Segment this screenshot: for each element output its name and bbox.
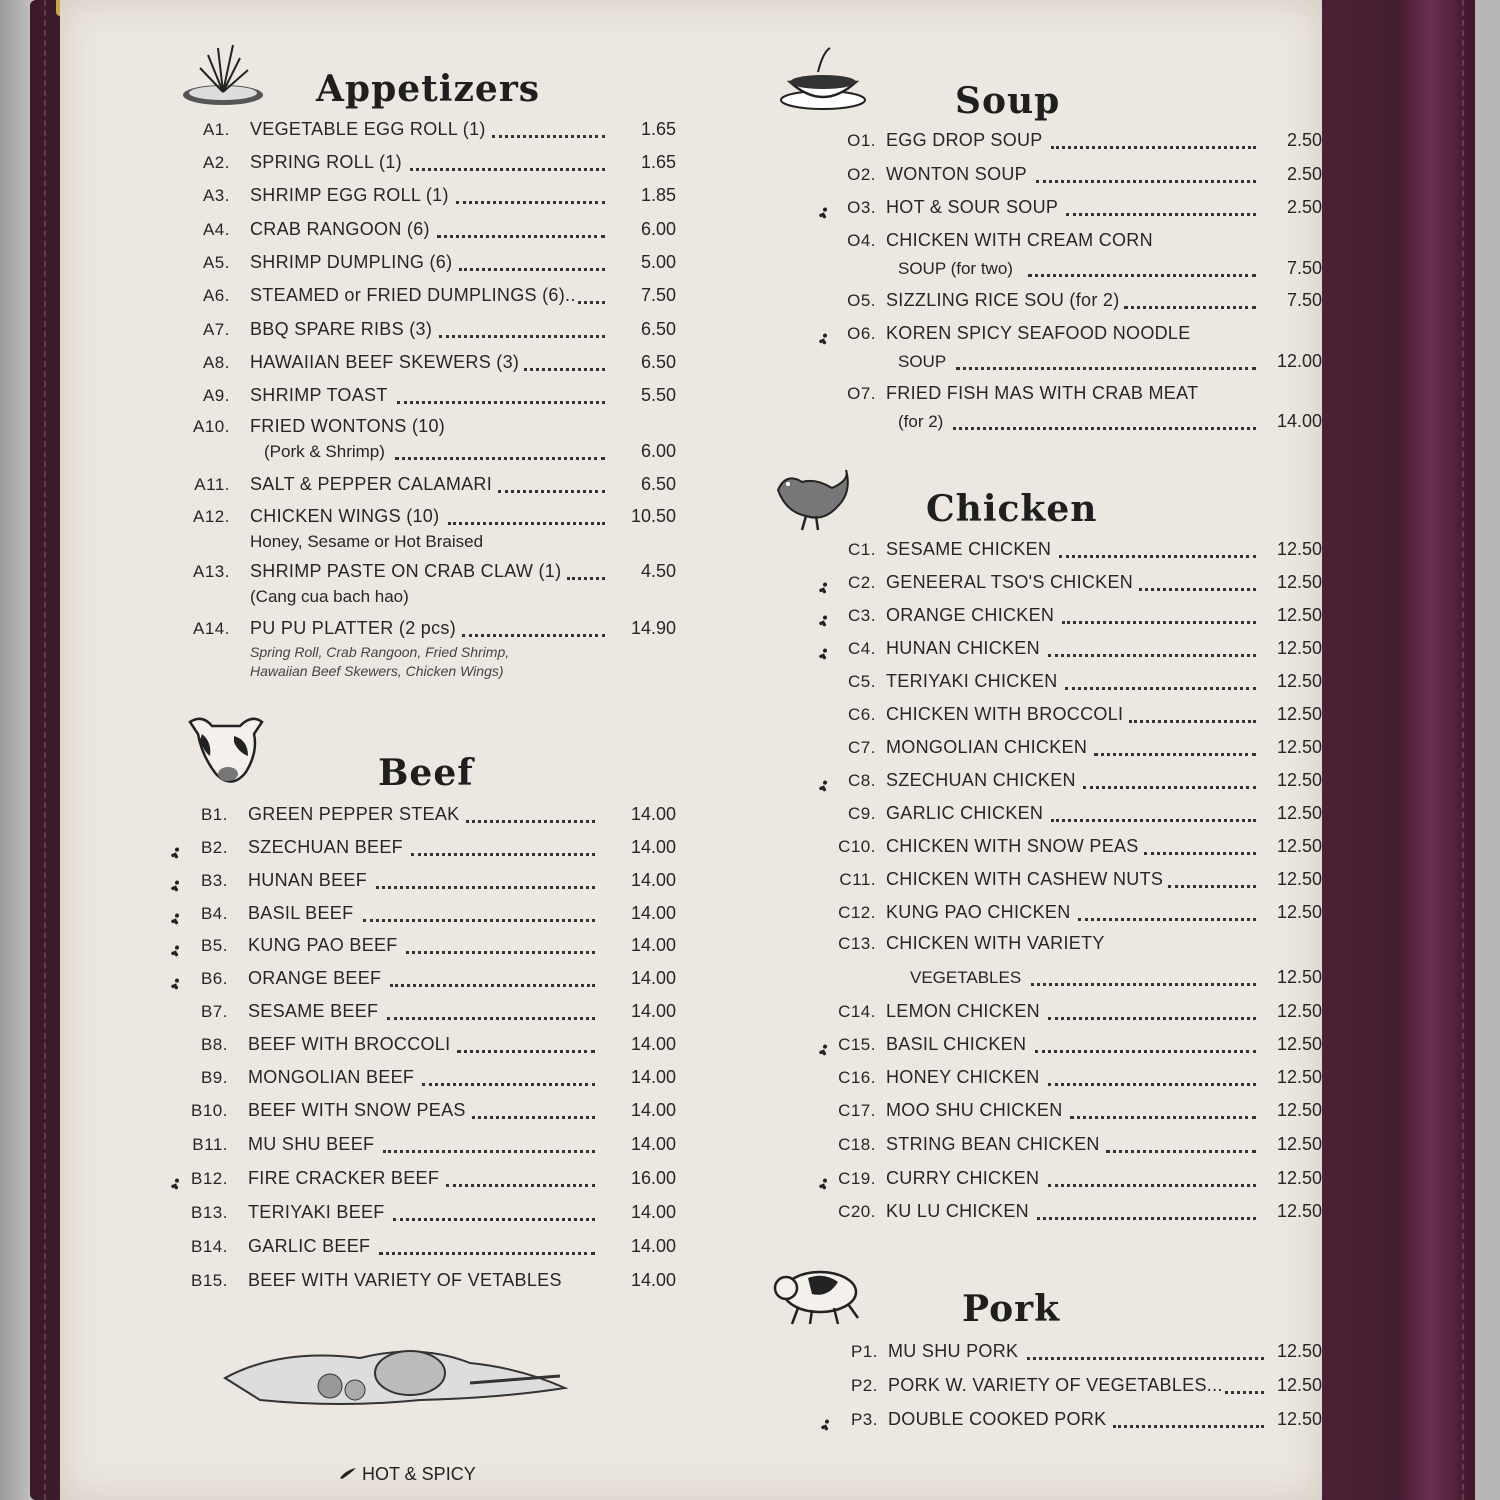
dot-leader (1048, 1081, 1256, 1086)
hot-spicy-icon: ❣ (815, 578, 833, 598)
item-code: O4. (847, 231, 876, 250)
item-note: Hawaiian Beef Skewers, Chicken Wings) (250, 663, 504, 679)
hot-spicy-icon: ❣ (815, 1174, 833, 1194)
item-price: 6.50 (640, 474, 676, 494)
item-code: B8. (200, 1035, 228, 1054)
item-subtitle: SOUP (898, 352, 947, 371)
item-code: O7. (847, 384, 876, 403)
item-price: 14.00 (630, 1100, 676, 1120)
menu-page (60, 0, 1322, 1500)
dot-leader (1070, 1114, 1256, 1119)
item-price: 12.50 (1276, 704, 1322, 724)
dot-leader (379, 1250, 595, 1255)
item-name: PU PU PLATTER (2 pcs) (250, 618, 457, 638)
item-code: C4. (848, 639, 876, 658)
dot-leader (437, 233, 605, 238)
item-price: 6.00 (640, 219, 676, 239)
item-price: 14.00 (630, 903, 676, 923)
item-name: HUNAN BEEF (248, 870, 368, 890)
item-name: BEEF WITH VARIETY OF VETABLES (248, 1270, 562, 1290)
item-code: P3. (850, 1410, 878, 1429)
dot-leader (472, 1114, 595, 1119)
chicken-icon (772, 466, 852, 532)
dot-leader (462, 632, 605, 637)
dot-leader (406, 949, 595, 954)
item-code: A14. (193, 619, 230, 638)
dot-leader (459, 266, 605, 271)
dot-leader (1059, 553, 1256, 558)
hot-spicy-icon: ❣ (167, 941, 185, 961)
item-code: B11. (192, 1135, 228, 1154)
item-code: A7. (202, 320, 230, 339)
item-price: 7.50 (640, 285, 676, 305)
item-price: 12.50 (1276, 836, 1322, 856)
item-name: SESAME CHICKEN (886, 539, 1052, 559)
item-code: O1. (847, 131, 876, 150)
item-subtitle: VEGETABLES (910, 968, 1022, 987)
cover-stitching-left (44, 0, 47, 1500)
item-code: A13. (193, 562, 230, 581)
item-code: B13. (191, 1203, 228, 1222)
item-name: MU SHU BEEF (248, 1134, 375, 1154)
hot-spicy-icon: ❣ (815, 203, 833, 223)
item-name: CHICKEN WITH VARIETY (886, 933, 1105, 953)
item-name: SPRING ROLL (1) (250, 152, 402, 172)
section-title-appetizers: Appetizers (316, 68, 541, 110)
item-price: 14.90 (630, 618, 676, 638)
item-code: O2. (847, 165, 876, 184)
item-price: 14.00 (630, 837, 676, 857)
item-name: HONEY CHICKEN (886, 1067, 1040, 1087)
item-name: EGG DROP SOUP (886, 130, 1043, 150)
item-subtitle: Honey, Sesame or Hot Braised (250, 532, 484, 551)
item-name: SHRIMP EGG ROLL (1) (250, 185, 449, 205)
item-subtitle: SOUP (for two) (898, 259, 1013, 278)
item-code: B5. (200, 936, 228, 955)
item-subtitle: (for 2) (898, 412, 944, 431)
dot-leader (1066, 211, 1256, 216)
item-code: C7. (848, 738, 876, 757)
plant-icon (178, 40, 268, 110)
item-name: CHICKEN WITH BROCCOLI (886, 704, 1124, 724)
item-name: KU LU CHICKEN (886, 1201, 1029, 1221)
item-price: 14.00 (1276, 411, 1322, 431)
item-price: 10.50 (630, 506, 676, 526)
item-code: C10. (838, 837, 876, 856)
item-price: 12.50 (1276, 1375, 1322, 1395)
item-code: B1. (200, 805, 228, 824)
item-name: CHICKEN WITH CASHEW NUTS (886, 869, 1164, 889)
item-name: BEEF WITH BROCCOLI (248, 1034, 451, 1054)
hot-spicy-icon: ❣ (815, 644, 833, 664)
item-price: 12.50 (1276, 572, 1322, 592)
dot-leader (448, 520, 605, 525)
item-name: KUNG PAO CHICKEN (886, 902, 1071, 922)
item-code: C15. (838, 1035, 876, 1054)
item-price: 14.00 (630, 1001, 676, 1021)
hot-spicy-icon: ❣ (815, 1040, 833, 1060)
item-price: 12.50 (1276, 1341, 1322, 1361)
item-name: SHRIMP TOAST (250, 385, 388, 405)
item-price: 4.50 (640, 561, 676, 581)
item-code: B2. (200, 838, 228, 857)
item-code: A10. (193, 417, 230, 436)
item-code: C19. (838, 1169, 876, 1188)
item-code: A4. (202, 220, 230, 239)
hot-spicy-legend: HOT & SPICY (362, 1464, 476, 1484)
item-name: CHICKEN WITH CREAM CORN (886, 230, 1153, 250)
item-code: O6. (847, 324, 876, 343)
item-price: 12.50 (1276, 1067, 1322, 1087)
section-title-pork: Pork (962, 1288, 1061, 1330)
dot-leader (390, 982, 595, 987)
item-name: TERIYAKI BEEF (248, 1202, 385, 1222)
item-name: BEEF WITH SNOW PEAS (248, 1100, 466, 1120)
dot-leader (1037, 1215, 1256, 1220)
item-price: 1.85 (640, 185, 676, 205)
hot-spicy-icon: ❣ (167, 1174, 185, 1194)
item-name: HUNAN CHICKEN (886, 638, 1040, 658)
dot-leader (1048, 1182, 1256, 1187)
item-name: SESAME BEEF (248, 1001, 379, 1021)
item-price: 14.00 (630, 1236, 676, 1256)
item-code: A2. (202, 153, 230, 172)
item-name: LEMON CHICKEN (886, 1001, 1040, 1021)
item-price: 6.50 (640, 319, 676, 339)
item-price: 16.00 (630, 1168, 676, 1188)
item-price: 2.50 (1286, 197, 1322, 217)
item-code: B12. (191, 1169, 228, 1188)
item-code: A11. (194, 475, 230, 494)
pig-icon (768, 1258, 868, 1328)
item-price: 6.50 (640, 352, 676, 372)
item-price: 7.50 (1286, 290, 1322, 310)
item-name: HAWAIIAN BEEF SKEWERS (3) (250, 352, 520, 372)
item-price: 12.50 (1276, 1409, 1322, 1429)
item-price: 14.00 (630, 870, 676, 890)
item-code: C12. (838, 903, 876, 922)
dot-leader (1031, 981, 1256, 986)
item-code: C13. (838, 934, 876, 953)
hot-spicy-icon: ❣ (815, 776, 833, 796)
item-code: C3. (848, 606, 876, 625)
item-name: STEAMED or FRIED DUMPLINGS (6).. (250, 285, 576, 305)
item-code: A1. (202, 120, 230, 139)
dot-leader (376, 884, 595, 889)
item-price: 14.00 (630, 1034, 676, 1054)
item-code: B10. (191, 1101, 228, 1120)
item-price: 12.50 (1276, 737, 1322, 757)
item-code: B6. (200, 969, 228, 988)
item-subtitle: (Pork & Shrimp) (264, 442, 385, 461)
item-name: SALT & PEPPER CALAMARI (250, 474, 493, 494)
dot-leader (1035, 1048, 1256, 1053)
item-price: 12.50 (1276, 638, 1322, 658)
item-code: C8. (848, 771, 876, 790)
item-code: A9. (202, 386, 230, 405)
section-title-chicken: Chicken (926, 488, 1098, 530)
item-price: 1.65 (640, 152, 676, 172)
dot-leader (456, 199, 605, 204)
cover-stitching-right (1462, 0, 1465, 1500)
item-code: C11. (839, 870, 876, 889)
dot-leader (1028, 272, 1256, 277)
item-price: 2.50 (1286, 164, 1322, 184)
item-name: SHRIMP DUMPLING (6) (250, 252, 453, 272)
dot-leader (1078, 916, 1256, 921)
item-note: Spring Roll, Crab Rangoon, Fried Shrimp, (250, 644, 510, 660)
item-price: 12.50 (1276, 1134, 1322, 1154)
item-name: ORANGE BEEF (248, 968, 382, 988)
item-code: C6. (848, 705, 876, 724)
item-name: FIRE CRACKER BEEF (248, 1168, 440, 1188)
vegetables-icon (220, 1338, 570, 1413)
dot-leader (1048, 1015, 1256, 1020)
item-price: 6.00 (640, 441, 676, 461)
item-name: STRING BEAN CHICKEN (886, 1134, 1100, 1154)
item-price: 14.00 (630, 1134, 676, 1154)
dot-leader (1051, 144, 1256, 149)
item-code: B9. (200, 1068, 228, 1087)
item-code: B4. (200, 904, 228, 923)
item-code: C9. (848, 804, 876, 823)
hot-spicy-icon: ❣ (167, 843, 185, 863)
item-name: GARLIC BEEF (248, 1236, 371, 1256)
item-price: 14.00 (630, 804, 676, 824)
item-name: MU SHU PORK (888, 1341, 1019, 1361)
item-code: A5. (202, 253, 230, 272)
item-code: A12. (193, 507, 230, 526)
item-name: TERIYAKI CHICKEN (886, 671, 1058, 691)
item-name: BBQ SPARE RIBS (3) (250, 319, 433, 339)
item-name: CHICKEN WITH SNOW PEAS (886, 836, 1139, 856)
item-name: SZECHUAN BEEF (248, 837, 403, 857)
item-name: FRIED FISH MAS WITH CRAB MEAT (886, 383, 1199, 403)
item-name: SZECHUAN CHICKEN (886, 770, 1076, 790)
item-price: 12.00 (1276, 351, 1322, 371)
item-price: 12.50 (1276, 539, 1322, 559)
hot-spicy-icon: ❣ (167, 876, 185, 896)
dot-leader (1051, 817, 1256, 822)
item-price: 14.00 (630, 1067, 676, 1087)
pepper-icon (338, 1466, 358, 1480)
item-price: 12.50 (1276, 605, 1322, 625)
item-name: GREEN PEPPER STEAK (248, 804, 460, 824)
item-name: GENEERAL TSO'S CHICKEN (886, 572, 1134, 592)
item-code: C1. (848, 540, 876, 559)
item-code: C5. (848, 672, 876, 691)
cow-icon (182, 712, 268, 792)
dot-leader (383, 1148, 595, 1153)
soup-bowl-icon (778, 42, 868, 112)
item-name: KUNG PAO BEEF (248, 935, 398, 955)
dot-leader (446, 1182, 595, 1187)
item-price: 12.50 (1276, 671, 1322, 691)
dot-leader (1036, 178, 1256, 183)
item-code: P2. (850, 1376, 878, 1395)
item-code: B14. (191, 1237, 228, 1256)
item-price: 12.50 (1276, 1034, 1322, 1054)
item-name: CHICKEN WINGS (10) (250, 506, 440, 526)
item-name: MONGOLIAN CHICKEN (886, 737, 1088, 757)
dot-leader (363, 917, 595, 922)
hot-spicy-icon: ❣ (167, 909, 185, 929)
dot-leader (410, 166, 605, 171)
section-title-soup: Soup (955, 80, 1061, 122)
item-code: B3. (200, 871, 228, 890)
item-code: C20. (838, 1202, 876, 1221)
dot-leader (1083, 784, 1256, 789)
item-price: 14.00 (630, 968, 676, 988)
hot-spicy-icon: ❣ (167, 974, 185, 994)
hot-spicy-icon: ❣ (817, 1415, 835, 1435)
item-name: BASIL BEEF (248, 903, 354, 923)
item-name: BASIL CHICKEN (886, 1034, 1027, 1054)
item-name: PORK W. VARIETY OF VEGETABLES... (888, 1375, 1223, 1395)
dot-leader (1027, 1355, 1264, 1360)
dot-leader (439, 333, 605, 338)
dot-leader (1062, 619, 1256, 624)
item-price: 5.50 (640, 385, 676, 405)
item-price: 12.50 (1276, 1168, 1322, 1188)
item-subtitle: (Cang cua bach hao) (250, 587, 409, 606)
hot-spicy-icon: ❣ (815, 329, 833, 349)
item-code: A6. (202, 286, 230, 305)
hot-spicy-icon: ❣ (815, 611, 833, 631)
item-name: DOUBLE COOKED PORK (888, 1409, 1107, 1429)
dot-leader (1048, 652, 1256, 657)
dot-leader (411, 851, 595, 856)
dot-leader (1065, 685, 1256, 690)
section-title-beef: Beef (378, 752, 474, 794)
dot-leader (457, 1048, 595, 1053)
item-name: FRIED WONTONS (10) (250, 416, 446, 436)
item-price: 12.50 (1276, 1001, 1322, 1021)
item-name: VEGETABLE EGG ROLL (1) (250, 119, 486, 139)
dot-leader (956, 365, 1256, 370)
item-name: KOREN SPICY SEAFOOD NOODLE (886, 323, 1191, 343)
dot-leader (395, 455, 605, 460)
dot-leader (397, 399, 605, 404)
dot-leader (387, 1015, 595, 1020)
item-code: C16. (838, 1068, 876, 1087)
item-price: 12.50 (1276, 1201, 1322, 1221)
item-code: C14. (838, 1002, 876, 1021)
item-name: WONTON SOUP (886, 164, 1027, 184)
dot-leader (422, 1081, 595, 1086)
dot-leader (466, 818, 595, 823)
item-code: P1. (850, 1342, 878, 1361)
item-price: 1.65 (640, 119, 676, 139)
item-price: 2.50 (1286, 130, 1322, 150)
dot-leader (393, 1216, 595, 1221)
dot-leader (953, 425, 1256, 430)
item-name: MONGOLIAN BEEF (248, 1067, 415, 1087)
item-price: 12.50 (1276, 803, 1322, 823)
item-code: A3. (202, 186, 230, 205)
item-price: 7.50 (1286, 258, 1322, 278)
item-price: 12.50 (1276, 770, 1322, 790)
item-price: 12.50 (1276, 967, 1322, 987)
item-name: MOO SHU CHICKEN (886, 1100, 1063, 1120)
item-code: B15. (191, 1271, 228, 1290)
item-price: 12.50 (1276, 869, 1322, 889)
item-name: CURRY CHICKEN (886, 1168, 1040, 1188)
item-code: C17. (838, 1101, 876, 1120)
item-name: ORANGE CHICKEN (886, 605, 1055, 625)
item-name: HOT & SOUR SOUP (886, 197, 1059, 217)
item-code: A8. (202, 353, 230, 372)
item-price: 12.50 (1276, 902, 1322, 922)
item-name: SHRIMP PASTE ON CRAB CLAW (1) (250, 561, 562, 581)
item-name: CRAB RANGOON (6) (250, 219, 430, 239)
item-price: 5.00 (640, 252, 676, 272)
item-price: 14.00 (630, 935, 676, 955)
item-code: O3. (847, 198, 876, 217)
item-price: 12.50 (1276, 1100, 1322, 1120)
item-code: C18. (838, 1135, 876, 1154)
item-code: C2. (848, 573, 876, 592)
item-name: GARLIC CHICKEN (886, 803, 1044, 823)
item-price: 14.00 (630, 1270, 676, 1290)
item-name: SIZZLING RICE SOU (for 2) (886, 290, 1120, 310)
item-price: 14.00 (630, 1202, 676, 1222)
item-code: O5. (847, 291, 876, 310)
item-code: B7. (200, 1002, 228, 1021)
